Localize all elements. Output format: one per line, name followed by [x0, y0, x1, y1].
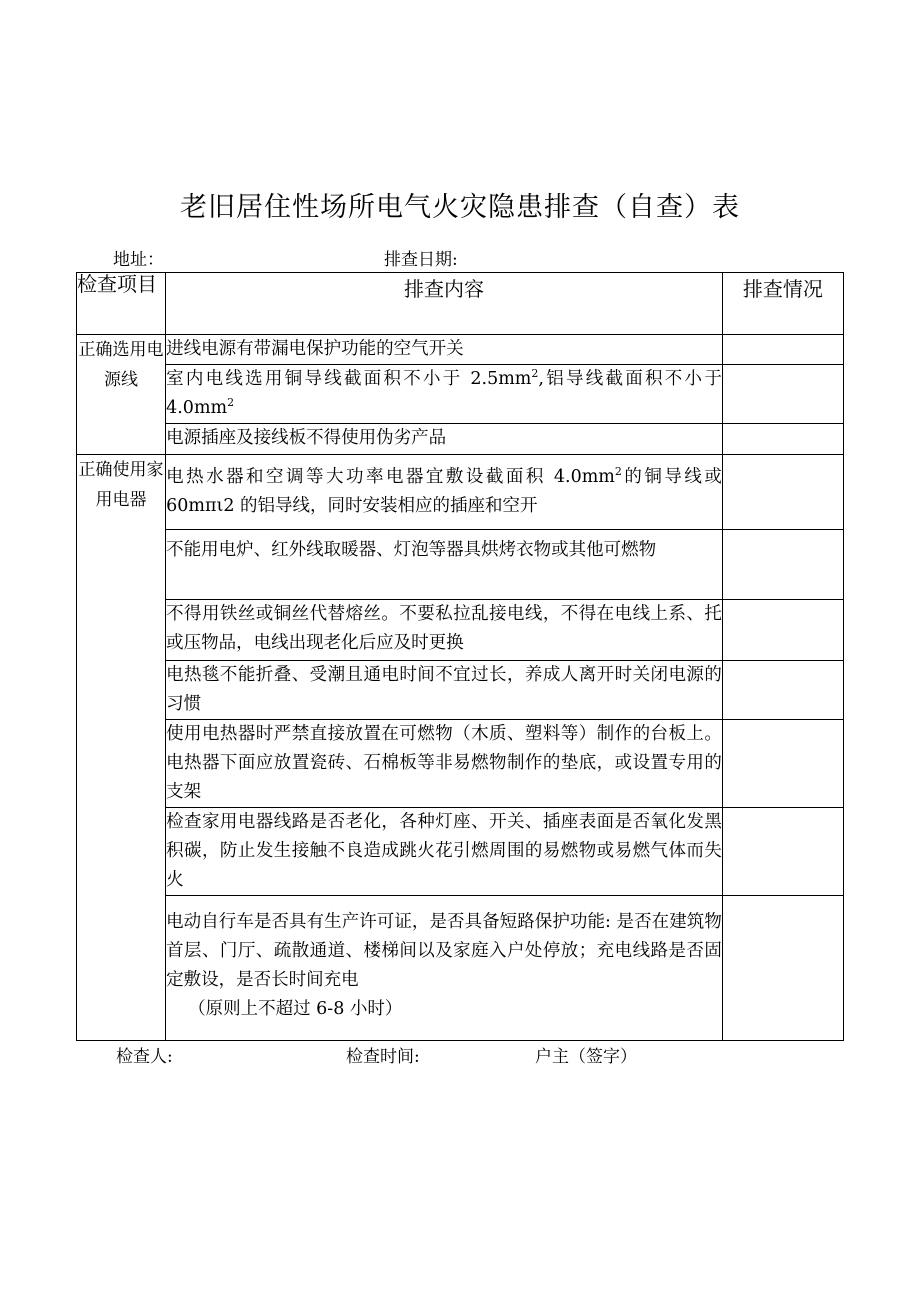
- content-cell: 检查家用电器线路是否老化，各种灯座、开关、插座表面是否氧化发黑积碳，防止发生接触不良造成跳火花引燃周围的易燃物或易燃气体而失火: [166, 808, 723, 896]
- content-cell: 不得用铁丝或铜丝代替熔丝。不要私拉乱接电线，不得在电线上系、托或压物品，电线出现老化后应及时更换: [166, 600, 723, 661]
- table-row: [77, 530, 844, 600]
- status-cell[interactable]: [722, 720, 843, 808]
- page-title: 老旧居住性场所电气火灾隐患排查（自查）表: [180, 192, 740, 223]
- status-cell[interactable]: [722, 808, 843, 896]
- category-cell: 正确使用家用电器: [77, 455, 166, 1041]
- content-cell: 电热水器和空调等大功率电器宜敷设截面积 $4.0mm^2$的铜导线或60mπι2 的铝导线，同时安装相应的插座和空开: [166, 455, 723, 530]
- table-row: [77, 424, 844, 455]
- header-item: 检查项目: [77, 273, 166, 335]
- status-cell[interactable]: [722, 661, 843, 720]
- inspection-table: [76, 272, 844, 1041]
- header-content: 排查内容: [166, 273, 723, 335]
- note-text: （原则上不超过 6-8 小时）: [188, 999, 403, 1019]
- status-cell[interactable]: [722, 530, 843, 600]
- address-label: 地址：: [113, 250, 164, 270]
- content-cell: 不能用电炉、红外线取暖器、灯泡等器具烘烤衣物或其他可燃物: [166, 530, 723, 600]
- table-row: [77, 335, 844, 365]
- table-row: [77, 896, 844, 1041]
- content-cell: 电热毯不能折叠、受潮且通电时间不宜过长，养成人离开时关闭电源的习惯: [166, 661, 723, 720]
- content-cell: 使用电热器时严禁直接放置在可燃物（木质、塑料等）制作的台板上。电热器下面应放置瓷砖、石棉板等非易燃物制作的垫底，或设置专用的支架: [166, 720, 723, 808]
- table-row: [77, 600, 844, 661]
- content-cell: 进线电源有带漏电保护功能的空气开关: [166, 335, 723, 365]
- inspection-time-label: 检查时间:: [346, 1047, 420, 1067]
- content-cell: 电动自行车是否具有生产许可证，是否具备短路保护功能: 是否在建筑物首层、门厅、疏散通道、楼梯间以及家庭入户处停放；充电线路是否固定敷设，是否长时间充电 （原则上不超过 6-8 小时）: [166, 896, 723, 1041]
- content-cell: 室内电线选用铜导线截面积不小于 $2.5mm^2$,铝导线截面积不小于 $4.0mm^2$: [166, 365, 723, 424]
- table-header-row: [77, 273, 844, 335]
- status-cell[interactable]: [722, 424, 843, 455]
- inspector-label: 检查人:: [116, 1047, 173, 1067]
- status-cell[interactable]: [722, 896, 843, 1041]
- table-row: [77, 365, 844, 424]
- table-row: [77, 720, 844, 808]
- status-cell[interactable]: [722, 365, 843, 424]
- header-status: 排查情况: [722, 273, 843, 335]
- owner-signature-label: 户主（签字）: [535, 1047, 637, 1067]
- category-cell: 正确选用电源线: [77, 335, 166, 455]
- status-cell[interactable]: [722, 455, 843, 530]
- table-row: [77, 808, 844, 896]
- table-row: [77, 661, 844, 720]
- table-row: [77, 455, 844, 530]
- content-cell: 电源插座及接线板不得使用伪劣产品: [166, 424, 723, 455]
- status-cell[interactable]: [722, 335, 843, 365]
- inspection-date-label: 排查日期:: [384, 250, 458, 270]
- status-cell[interactable]: [722, 600, 843, 661]
